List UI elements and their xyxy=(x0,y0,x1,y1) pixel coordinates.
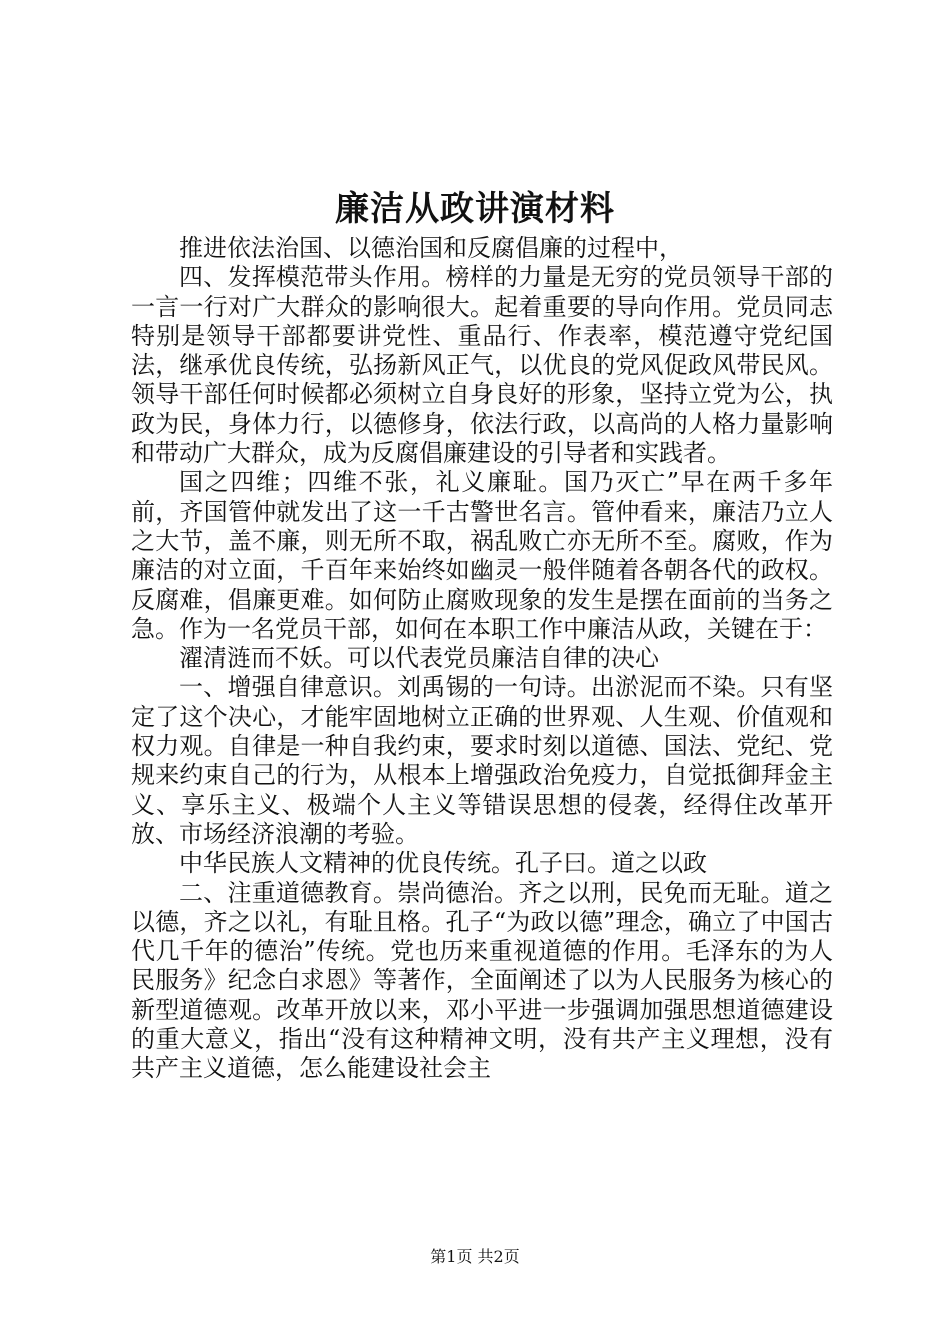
paragraph-section-one: 一、增强自律意识。刘禹锡的一句诗。出淤泥而不染。只有坚定了这个决心，才能牢固地树立正确的世界观、人生观、价值观和权力观。自律是一种自我约束，要求时刻以道德、国法、党纪、党规来约束自己的行为，从根本上增强政治免疫力，自觉抵御拜金主义、享乐主义、极端个人主义等错误思想的侵袭，经得住改革开放、市场经济浪潮的考验。 xyxy=(131,673,833,848)
paragraph-guanzhong: 国之四维；四维不张，礼义廉耻。国乃灭亡”早在两千多年前，齐国管仲就发出了这一千古警世名言。管仲看来，廉洁乃立人之大节，盖不廉，则无所不取，祸乱败亡亦无所不至。腐败，作为廉洁的对立面，千百年来始终如幽灵一般伴随着各朝各代的政权。反腐难，倡廉更难。如何防止腐败现象的发生是摆在面前的当务之急。作为一名党员干部，如何在本职工作中廉洁从政，关键在于： xyxy=(131,468,833,643)
document-title: 廉洁从政讲演材料 xyxy=(335,189,615,229)
paragraph-section-two: 二、注重道德教育。崇尚德治。齐之以刑，民免而无耻。道之以德，齐之以礼，有耻且格。孔子“为政以德”理念，确立了中国古代几千年的德治”传统。党也历来重视道德的作用。毛泽东的为人民服务》纪念白求恩》等著作，全面阐述了以为人民服务为核心的新型道德观。改革开放以来，邓小平进一步强调加强思想道德建设的重大意义，指出“没有这种精神文明，没有共产主义理想，没有共产主义道德，怎么能建设社会主 xyxy=(131,878,833,1083)
page-footer: 第1页 共2页 xyxy=(430,1247,520,1266)
paragraph-resolve: 濯清涟而不妖。可以代表党员廉洁自律的决心 xyxy=(179,644,659,673)
paragraph-intro: 推进依法治国、以德治国和反腐倡廉的过程中， xyxy=(179,234,683,262)
paragraph-confucius: 中华民族人文精神的优良传统。孔子曰。道之以政 xyxy=(179,849,707,878)
paragraph-section-four: 四、发挥模范带头作用。榜样的力量是无穷的党员领导干部的一言一行对广大群众的影响很大。起着重要的导向作用。党员同志特别是领导干部都要讲党性、重品行、作表率，模范遵守党纪国法，继承优良传统，弘扬新风正气，以优良的党风促政风带民风。领导干部任何时候都必须树立自身良好的形象，坚持立党为公，执政为民，身体力行，以德修身，依法行政，以高尚的人格力量影响和带动广大群众，成为反腐倡廉建设的引导者和实践者。 xyxy=(131,263,833,468)
document-body xyxy=(131,234,833,1084)
